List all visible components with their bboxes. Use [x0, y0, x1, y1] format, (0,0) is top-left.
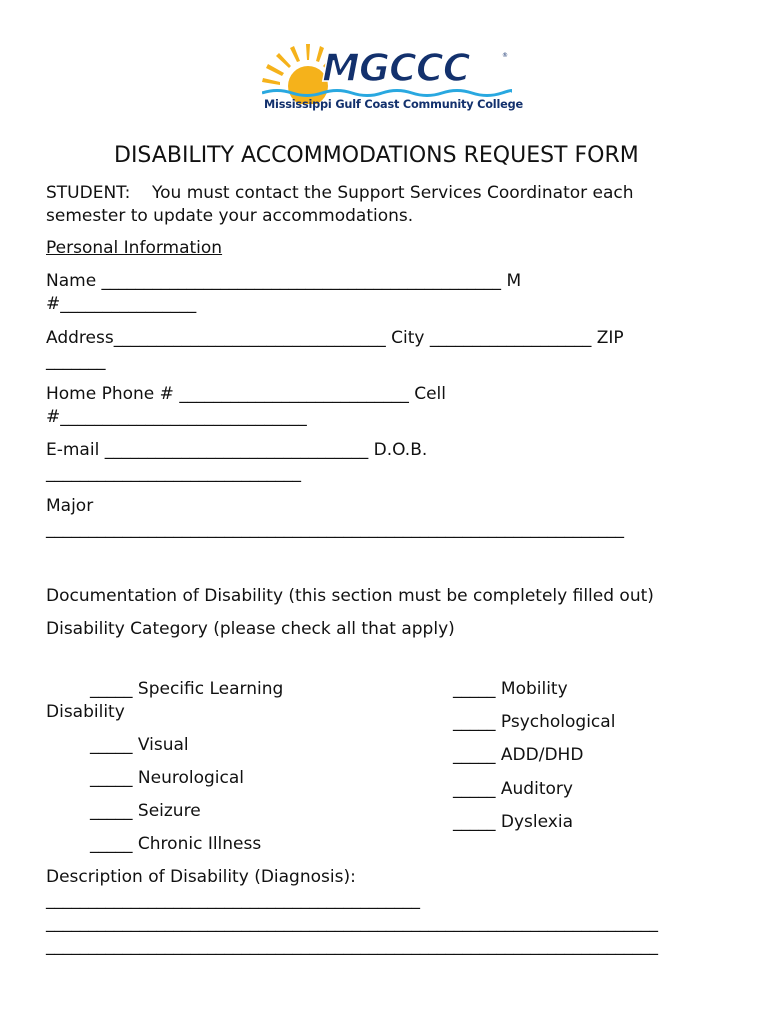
dob-field[interactable]: ______________________________	[46, 463, 301, 483]
college-name: Mississippi Gulf Coast Community College	[264, 98, 523, 111]
documentation-heading: Documentation of Disability (this section must be completely filled out)	[46, 586, 654, 606]
category-seizure[interactable]: _____ Seizure	[90, 801, 201, 821]
category-chronic-illness[interactable]: _____ Chronic Illness	[90, 834, 262, 854]
wave-icon	[262, 88, 512, 98]
description-line-2[interactable]: ________________________________________________________________________	[46, 913, 658, 933]
m-number-field[interactable]: #________________	[46, 294, 197, 314]
form-title: DISABILITY ACCOMMODATIONS REQUEST FORM	[114, 143, 639, 168]
zip-field[interactable]: _______	[46, 351, 106, 371]
name-field[interactable]: Name _______________________________________________ M	[46, 271, 522, 291]
description-label: Description of Disability (Diagnosis):	[46, 867, 356, 887]
category-specific-learning[interactable]: _____ Specific Learning	[90, 679, 284, 699]
disability-category-label: Disability Category (please check all that apply)	[46, 619, 455, 639]
category-visual[interactable]: _____ Visual	[90, 735, 189, 755]
registered-mark: ®	[502, 52, 508, 59]
description-line-3[interactable]: ________________________________________________________________________	[46, 936, 658, 956]
category-add-dhd[interactable]: _____ ADD/DHD	[453, 745, 584, 765]
category-neurological[interactable]: _____ Neurological	[90, 768, 244, 788]
category-psychological[interactable]: _____ Psychological	[453, 712, 616, 732]
instruction-line-2: semester to update your accommodations.	[46, 206, 414, 226]
major-field[interactable]: ____________________________________________________________________	[46, 519, 624, 539]
category-specific-learning-wrap: Disability	[46, 702, 125, 722]
category-mobility[interactable]: _____ Mobility	[453, 679, 568, 699]
description-line-1[interactable]: ____________________________________________	[46, 890, 420, 910]
logo-wordmark: MGCCC	[322, 46, 470, 90]
mgccc-logo	[262, 42, 523, 117]
category-auditory[interactable]: _____ Auditory	[453, 779, 573, 799]
cell-field[interactable]: #_____________________________	[46, 407, 307, 427]
address-field[interactable]: Address________________________________ City ___________________ ZIP	[46, 328, 624, 348]
category-dyslexia[interactable]: _____ Dyslexia	[453, 812, 573, 832]
instruction-line-1: STUDENT: You must contact the Support Services Coordinator each	[46, 183, 634, 203]
email-field[interactable]: E-mail _______________________________ D.O.B.	[46, 440, 428, 460]
home-phone-field[interactable]: Home Phone # ___________________________ Cell	[46, 384, 446, 404]
major-label: Major	[46, 496, 94, 516]
personal-information-heading: Personal Information	[46, 238, 223, 258]
